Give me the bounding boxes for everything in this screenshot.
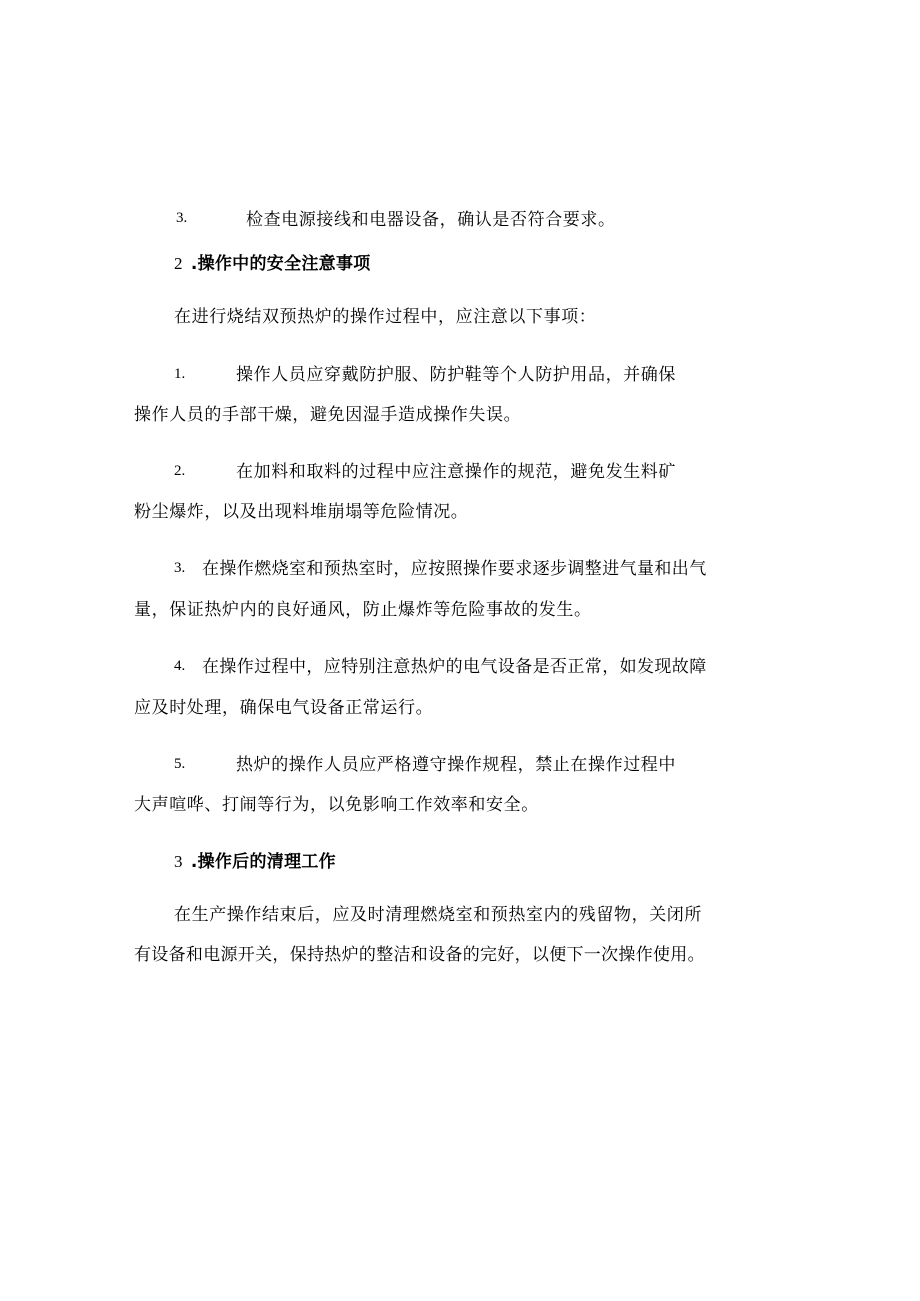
item-text-line1: 在操作过程中，应特别注意热炉的电气设备是否正常，如发现故障 bbox=[202, 657, 707, 677]
section-number: 2 bbox=[174, 254, 183, 273]
item-text-line2: 粉尘爆炸，以及出现料堆崩塌等危险情况。 bbox=[134, 502, 469, 522]
item-number: 1. bbox=[174, 366, 186, 382]
section-heading bbox=[174, 252, 371, 276]
paragraph-line1: 在生产操作结束后，应及时清理燃烧室和预热室内的残留物，关闭所 bbox=[174, 905, 702, 925]
item-number: 3. bbox=[176, 210, 188, 226]
item-text-line2: 大声喧哗、打闹等行为，以免影响工作效率和安全。 bbox=[134, 795, 539, 815]
item-number: 4. bbox=[174, 658, 186, 674]
item-text-line2: 应及时处理，确保电气设备正常运行。 bbox=[134, 698, 434, 718]
item-text-line2: 操作人员的手部干燥，避免因湿手造成操作失误。 bbox=[134, 405, 522, 425]
item-number: 2. bbox=[174, 463, 186, 479]
item-text-line1: 在加料和取料的过程中应注意操作的规范，避免发生料矿 bbox=[236, 462, 676, 482]
section-intro: 在进行烧结双预热炉的操作过程中，应注意以下事项： bbox=[174, 307, 597, 327]
item-text-line2: 量，保证热炉内的良好通风，防止爆炸等危险事故的发生。 bbox=[134, 600, 592, 620]
item-text-line1: 在操作燃烧室和预热室时，应按照操作要求逐步调整进气量和出气 bbox=[202, 559, 707, 579]
paragraph-line2: 有设备和电源开关，保持热炉的整洁和设备的完好，以便下一次操作使用。 bbox=[134, 945, 705, 965]
section-title: .操作中的安全注意事项 bbox=[190, 254, 371, 274]
item-number: 5. bbox=[174, 756, 186, 772]
item-text-line1: 操作人员应穿戴防护服、防护鞋等个人防护用品，并确保 bbox=[236, 365, 676, 385]
section-title: .操作后的清理工作 bbox=[190, 852, 336, 872]
section-heading bbox=[174, 850, 336, 874]
section-number: 3 bbox=[174, 852, 183, 871]
item-text-line1: 热炉的操作人员应严格遵守操作规程，禁止在操作过程中 bbox=[236, 755, 676, 775]
item-text: 检查电源接线和电器设备，确认是否符合要求。 bbox=[246, 210, 616, 230]
item-number: 3. bbox=[174, 560, 186, 576]
